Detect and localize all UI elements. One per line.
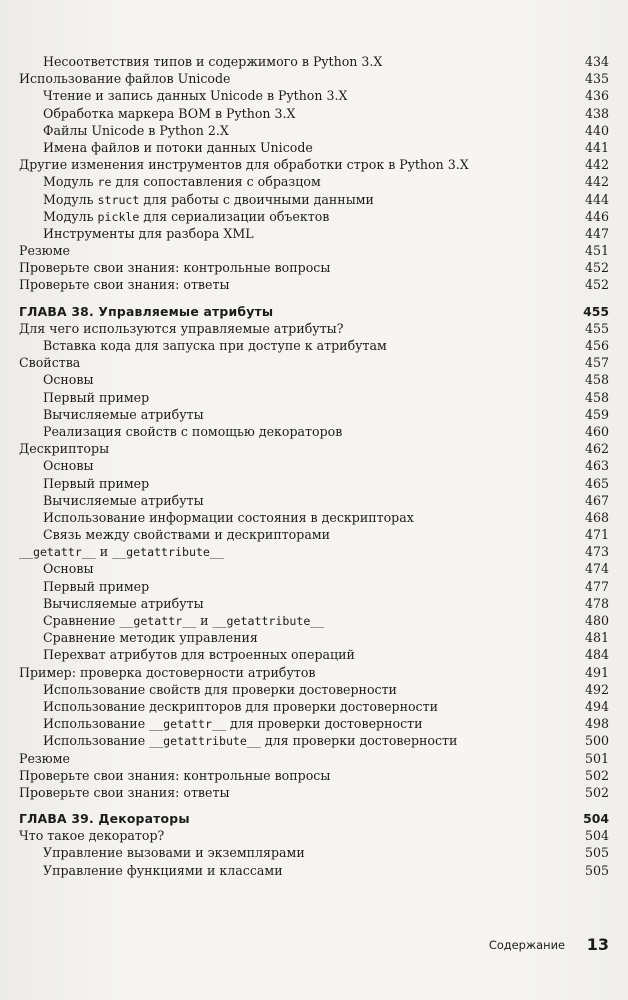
title-text: для проверки достоверности [260, 733, 458, 749]
toc-page-number: 471 [584, 527, 609, 543]
toc-entry-title [19, 457, 583, 474]
toc-entry [19, 784, 609, 801]
toc-entry [19, 371, 609, 388]
code-term: __getattribute__ [212, 614, 325, 628]
toc-page-number: 455 [583, 303, 609, 319]
toc-entry-title [19, 698, 583, 715]
toc-page-number: 452 [584, 260, 609, 276]
toc-entry-title [19, 191, 583, 209]
title-text: Первый пример [43, 578, 150, 594]
title-text: для проверки достоверности [225, 716, 423, 732]
toc-page-number: 474 [584, 561, 609, 577]
toc-entry-title [19, 53, 583, 70]
title-text: Первый пример [43, 475, 150, 491]
toc-page-number: 451 [584, 243, 609, 259]
toc-entry-title [19, 354, 583, 371]
toc-entry-title [19, 810, 583, 827]
code-term: __getattr__ [19, 545, 96, 560]
toc-entry [19, 526, 609, 543]
toc-entry [19, 208, 609, 225]
toc-entry-title [19, 371, 583, 388]
toc-page-number: 452 [584, 277, 609, 293]
title-text: Имена файлов и потоки данных Unicode [43, 139, 313, 155]
title-text: Модуль [43, 174, 98, 190]
title-text: Связь между свойствами и дескрипторами [43, 527, 331, 543]
toc-entry-title [19, 337, 583, 354]
toc-entry-title [19, 664, 583, 681]
toc-entry-title [19, 320, 583, 337]
toc-page-number: 463 [584, 458, 609, 474]
title-text: Другие изменения инструментов для обработки строк в Python 3.X [19, 157, 469, 173]
toc-entry-title [19, 595, 583, 612]
toc-page-number: 478 [584, 595, 609, 611]
toc-entry [19, 827, 609, 844]
toc-entry [19, 595, 609, 612]
title-text: Дескрипторы [19, 441, 110, 457]
toc-entry-title [19, 389, 583, 406]
title-text: Обработка маркера BOM в Python 3.X [43, 105, 296, 121]
toc-page-number: 484 [584, 647, 609, 663]
toc-entry [19, 560, 609, 577]
toc-page-number: 435 [584, 71, 609, 87]
toc-entry-title [19, 105, 583, 122]
toc-entry-title [19, 784, 583, 801]
toc-entry-title [19, 156, 583, 173]
title-text: Пример: проверка достоверности атрибутов [19, 664, 316, 680]
toc-entry-title [19, 70, 583, 87]
title-text: Что такое декоратор? [19, 828, 165, 844]
toc-entry [19, 509, 609, 526]
title-text: Инструменты для разбора XML [43, 225, 254, 241]
toc-entry-title [19, 208, 583, 226]
toc-entry [19, 389, 609, 406]
toc-entry [19, 543, 609, 560]
toc-page-number: 447 [584, 225, 609, 241]
toc-entry-title [19, 509, 583, 526]
toc-entry [19, 862, 609, 879]
toc-entry-title [19, 139, 583, 156]
toc-page-number: 501 [584, 750, 609, 766]
toc-entry [19, 225, 609, 242]
toc-entry-title [19, 543, 583, 561]
toc-page-number: 460 [584, 423, 609, 439]
toc-page-number: 467 [584, 492, 609, 508]
toc-entry-title [19, 715, 583, 733]
toc-entry [19, 750, 609, 767]
toc-entry [19, 664, 609, 681]
title-text: Вставка кода для запуска при доступе к атрибутам [43, 338, 387, 353]
title-text: Использование [43, 733, 150, 749]
toc-entry [19, 715, 609, 732]
title-text: Использование файлов Unicode [19, 71, 231, 87]
toc-page-number: 442 [584, 174, 609, 190]
code-term: struct [97, 192, 140, 207]
title-text: Перехват атрибутов для встроенных операций [43, 647, 355, 663]
title-text: Использование информации состояния в дескрипторах [43, 509, 414, 525]
toc-page-number: 480 [584, 613, 609, 628]
title-text: Проверьте свои знания: контрольные вопросы [19, 767, 331, 783]
toc-entry-title [19, 122, 583, 139]
toc-page-number: 462 [584, 441, 609, 457]
toc-entry [19, 698, 609, 715]
toc-entry [19, 337, 609, 354]
toc-entry-title [19, 681, 583, 698]
toc-page-number: 446 [584, 208, 609, 224]
toc-page-number: 442 [584, 157, 609, 173]
title-text: Сравнение [43, 613, 120, 628]
toc-page-number: 498 [584, 716, 609, 732]
toc-entry-title [19, 578, 583, 595]
title-text: Вычисляемые атрибуты [43, 595, 204, 611]
toc-entry-title [19, 560, 583, 577]
toc-page-number: 505 [584, 845, 609, 861]
title-text: Использование дескрипторов для проверки достоверности [43, 698, 438, 714]
toc-entry [19, 844, 609, 861]
toc-entry [19, 457, 609, 474]
toc-page-number: 505 [584, 862, 609, 878]
toc-entry-title [19, 406, 583, 423]
toc-page-number: 468 [584, 509, 609, 525]
toc-entry [19, 406, 609, 423]
toc-page-number: 491 [584, 664, 609, 680]
toc-entry-title [19, 87, 583, 104]
toc-entry [19, 646, 609, 663]
title-text: ГЛАВА 38. Управляемые атрибуты [19, 303, 274, 319]
title-text: для сопоставления с образцом [111, 174, 321, 190]
toc-entry [19, 173, 609, 190]
toc-page-number: 459 [584, 406, 609, 422]
code-term: __getattr__ [119, 614, 197, 628]
toc-entry-title [19, 612, 583, 630]
title-text: Чтение и запись данных Unicode в Python 3.X [43, 88, 348, 104]
toc-entry [19, 492, 609, 509]
title-text: Проверьте свои знания: ответы [19, 784, 230, 800]
toc-entry [19, 191, 609, 208]
toc-page-number: 494 [584, 698, 609, 714]
toc-page-number: 504 [583, 811, 609, 827]
toc-entry [19, 578, 609, 595]
table-of-contents [19, 53, 609, 879]
toc-entry-title [19, 646, 583, 663]
toc-entry-title [19, 276, 583, 293]
title-text: Резюме [19, 750, 71, 766]
title-text: Основы [43, 458, 94, 474]
title-text: Вычисляемые атрибуты [43, 406, 204, 422]
title-text: ГЛАВА 39. Декораторы [19, 811, 190, 827]
toc-entry [19, 767, 609, 784]
title-text: Первый пример [43, 389, 150, 405]
toc-entry-title [19, 526, 583, 543]
toc-entry-title [19, 303, 583, 320]
toc-page-number: 434 [584, 54, 609, 69]
toc-entry-title [19, 242, 583, 259]
code-term: __getattribute__ [149, 734, 261, 749]
toc-entry-title [19, 225, 583, 242]
toc-page-number: 481 [584, 630, 609, 646]
toc-page-number: 492 [584, 681, 609, 697]
toc-page-number: 477 [584, 578, 609, 594]
title-text: Модуль [43, 191, 98, 207]
toc-entry-title [19, 844, 583, 861]
toc-entry [19, 320, 609, 337]
toc-page-number: 458 [584, 372, 609, 388]
title-text: Проверьте свои знания: ответы [19, 277, 230, 293]
toc-entry-title [19, 440, 583, 457]
footer-section-label: Содержание [488, 938, 565, 952]
title-text: Файлы Unicode в Python 2.X [43, 122, 229, 138]
footer-page-number: 13 [586, 935, 609, 954]
toc-entry-title [19, 862, 583, 879]
toc-page-number: 504 [584, 828, 609, 844]
title-text: Использование свойств для проверки достоверности [43, 681, 397, 697]
toc-page-number: 441 [584, 139, 609, 155]
toc-page-number: 457 [584, 355, 609, 371]
toc-entry [19, 681, 609, 698]
toc-entry [19, 475, 609, 492]
title-text: Несоответствия типов и содержимого в Python 3.X [43, 54, 383, 69]
toc-entry [19, 53, 609, 70]
toc-entry [19, 354, 609, 371]
toc-entry [19, 156, 609, 173]
toc-page-number: 465 [584, 475, 609, 491]
toc-page-number: 500 [584, 733, 609, 749]
title-text: Вычисляемые атрибуты [43, 492, 204, 508]
toc-chapter-heading [19, 303, 609, 320]
page-footer [0, 935, 628, 955]
title-text: Основы [43, 561, 94, 577]
title-text: Модуль [43, 208, 98, 224]
toc-entry [19, 70, 609, 87]
chapter-spacer [19, 294, 609, 303]
toc-entry-title [19, 732, 583, 750]
toc-entry [19, 105, 609, 122]
toc-entry-title [19, 259, 583, 276]
toc-page-number: 455 [584, 320, 609, 336]
title-text: Резюме [19, 243, 71, 259]
toc-entry [19, 139, 609, 156]
title-text: Для чего используются управляемые атрибуты? [19, 320, 344, 336]
toc-entry [19, 242, 609, 259]
title-text: Управление вызовами и экземплярами [43, 845, 305, 861]
code-term: pickle [97, 209, 140, 224]
title-text: Основы [43, 372, 94, 388]
title-text: для работы с двоичными данными [139, 191, 374, 207]
title-text: Сравнение методик управления [43, 630, 258, 646]
toc-entry [19, 629, 609, 646]
toc-entry [19, 732, 609, 749]
toc-entry-title [19, 767, 583, 784]
toc-entry-title [19, 827, 583, 844]
toc-page-number: 502 [584, 767, 609, 783]
toc-page-number: 502 [584, 784, 609, 800]
code-term: __getattribute__ [112, 545, 224, 560]
title-text: Реализация свойств с помощью декораторов [43, 423, 343, 439]
toc-entry [19, 276, 609, 293]
toc-page-number: 444 [584, 191, 609, 207]
chapter-spacer [19, 801, 609, 810]
toc-entry [19, 440, 609, 457]
toc-entry-title [19, 423, 583, 440]
toc-entry [19, 87, 609, 104]
toc-entry-title [19, 492, 583, 509]
title-text: Использование [43, 716, 150, 732]
title-text: Управление функциями и классами [43, 862, 283, 878]
toc-page-number: 456 [584, 338, 609, 353]
title-text: и [95, 544, 113, 560]
toc-entry-title [19, 629, 583, 646]
toc-page-number: 438 [584, 105, 609, 121]
toc-chapter-heading [19, 810, 609, 827]
toc-entry [19, 259, 609, 276]
toc-page-number: 440 [584, 122, 609, 138]
title-text: Проверьте свои знания: контрольные вопросы [19, 260, 331, 276]
toc-entry [19, 423, 609, 440]
title-text: и [196, 613, 213, 628]
toc-page-number: 473 [584, 544, 609, 560]
toc-page-number: 436 [584, 88, 609, 104]
code-term: __getattr__ [149, 717, 226, 732]
toc-entry-title [19, 750, 583, 767]
toc-entry-title [19, 173, 583, 191]
title-text: для сериализации объектов [139, 208, 330, 224]
code-term: re [97, 175, 112, 190]
toc-page-number: 458 [584, 389, 609, 405]
title-text: Свойства [19, 355, 81, 371]
toc-entry [19, 122, 609, 139]
toc-entry-title [19, 475, 583, 492]
toc-entry [19, 612, 609, 629]
